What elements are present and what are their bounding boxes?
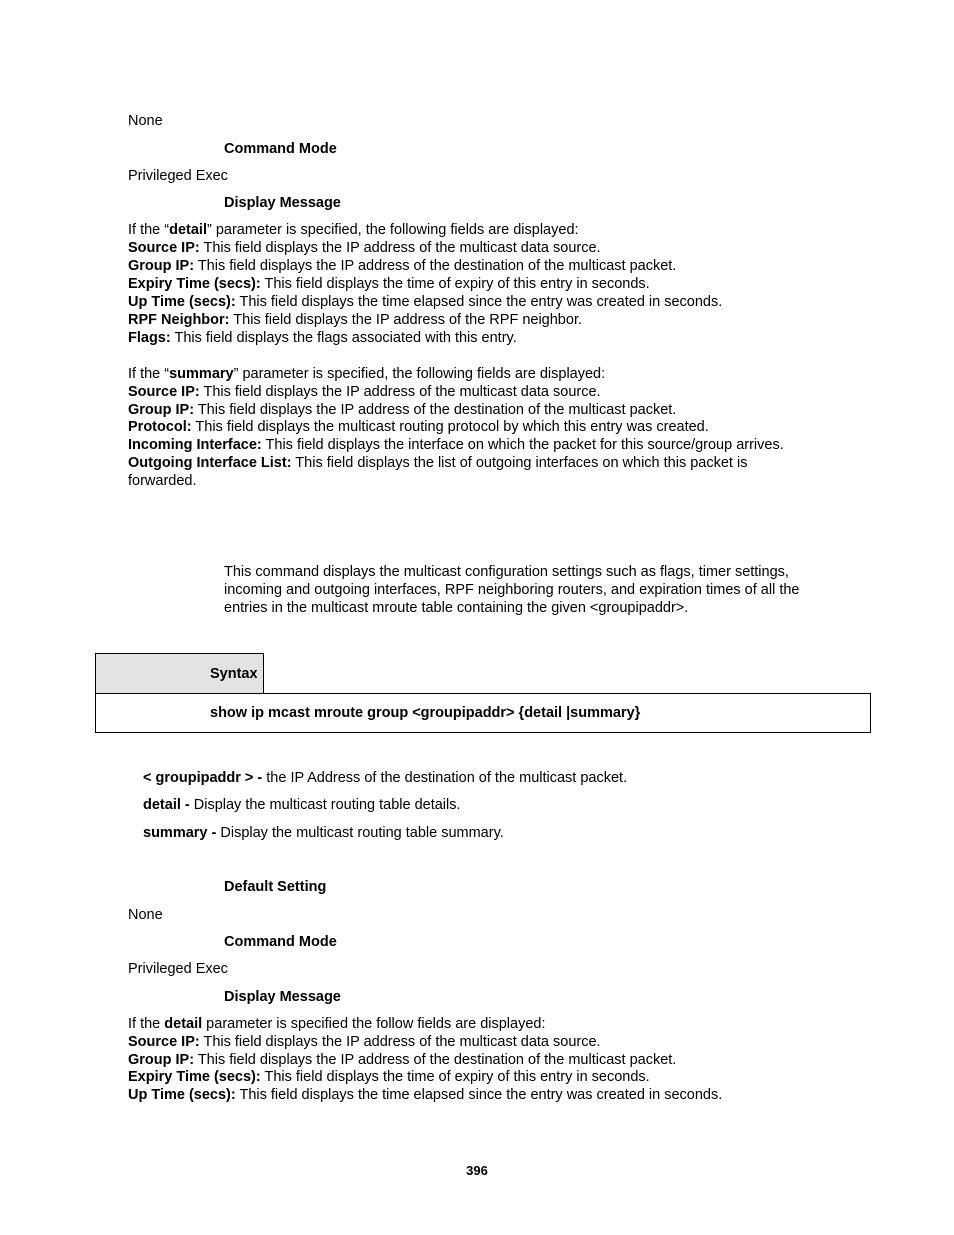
param-line: detail - Display the multicast routing table details. — [143, 797, 461, 813]
field-line: Source IP: This field displays the IP address of the multicast data source. — [128, 384, 601, 400]
syntax-heading-cell — [95, 653, 264, 695]
description-line: entries in the multicast mroute table containing the given <groupipaddr>. — [224, 600, 689, 616]
description-line: incoming and outgoing interfaces, RPF neighboring routers, and expiration times of all the — [224, 582, 800, 598]
field-line: Flags: This field displays the flags associated with this entry. — [128, 330, 517, 346]
field-line: Expiry Time (secs): This field displays the time of expiry of this entry in seconds. — [128, 1069, 650, 1085]
syntax-command: show ip mcast mroute group <groupipaddr> {detail |summary} — [210, 705, 641, 721]
field-line: Up Time (secs): This field displays the time elapsed since the entry was created in seconds. — [128, 294, 723, 310]
field-line: Group IP: This field displays the IP address of the destination of the multicast packet. — [128, 1052, 677, 1068]
field-line-wrap: forwarded. — [128, 473, 197, 489]
command-mode-heading: Command Mode — [224, 934, 337, 950]
command-mode-heading: Command Mode — [224, 141, 337, 157]
field-line: Protocol: This field displays the multicast routing protocol by which this entry was created. — [128, 419, 709, 435]
default-setting-heading: Default Setting — [224, 879, 327, 895]
field-line: Outgoing Interface List: This field displays the list of outgoing interfaces on which this packet is — [128, 455, 748, 471]
summary-intro: If the “summary” parameter is specified, the following fields are displayed: — [128, 366, 606, 382]
field-line: Group IP: This field displays the IP address of the destination of the multicast packet. — [128, 402, 677, 418]
field-line: RPF Neighbor: This field displays the IP address of the RPF neighbor. — [128, 312, 582, 328]
field-line: Group IP: This field displays the IP address of the destination of the multicast packet. — [128, 258, 677, 274]
detail-intro: If the detail parameter is specified the follow fields are displayed: — [128, 1016, 546, 1032]
field-line: Source IP: This field displays the IP address of the multicast data source. — [128, 1034, 601, 1050]
syntax-heading: Syntax — [210, 666, 258, 682]
field-line: Incoming Interface: This field displays the interface on which the packet for this source/group arrives. — [128, 437, 784, 453]
command-mode-value: Privileged Exec — [128, 961, 228, 977]
default-value: None — [128, 907, 163, 923]
detail-intro: If the “detail” parameter is specified, the following fields are displayed: — [128, 222, 579, 238]
command-mode-value: Privileged Exec — [128, 168, 228, 184]
syntax-command-cell — [95, 693, 871, 733]
field-line: Expiry Time (secs): This field displays the time of expiry of this entry in seconds. — [128, 276, 650, 292]
page-number: 396 — [466, 1163, 488, 1178]
description-line: This command displays the multicast configuration settings such as flags, timer settings, — [224, 564, 789, 580]
default-value: None — [128, 113, 163, 129]
param-line: summary - Display the multicast routing table summary. — [143, 825, 504, 841]
field-line: Source IP: This field displays the IP address of the multicast data source. — [128, 240, 601, 256]
display-message-heading: Display Message — [224, 989, 341, 1005]
field-line: Up Time (secs): This field displays the time elapsed since the entry was created in seconds. — [128, 1087, 723, 1103]
display-message-heading: Display Message — [224, 195, 341, 211]
param-line: < groupipaddr > - the IP Address of the destination of the multicast packet. — [143, 770, 628, 786]
